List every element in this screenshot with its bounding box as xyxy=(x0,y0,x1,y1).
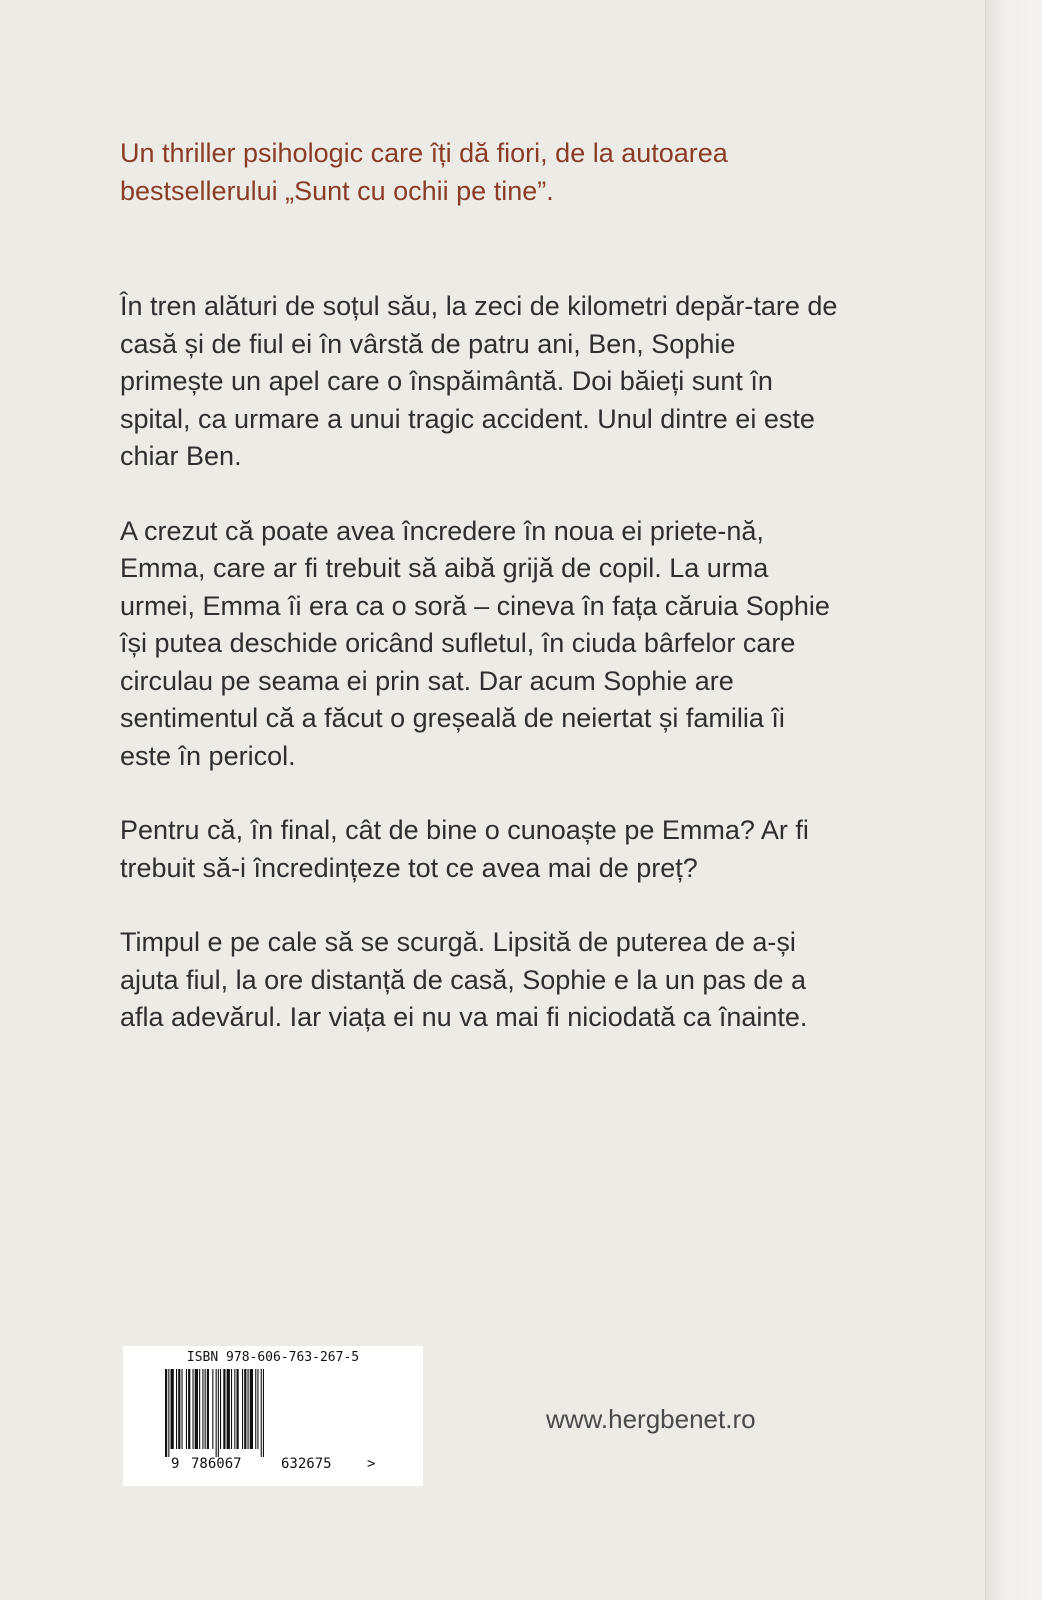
barcode-left-digits: 786067 xyxy=(191,1456,242,1472)
tagline xyxy=(120,134,840,210)
blurb xyxy=(120,288,840,1037)
cover-edge xyxy=(985,0,1042,1600)
blurb-paragraph-2: A crezut că poate avea încredere în noua ei priete-nă, Emma, care ar fi trebuit să aibă grijă de copil. La urma urmei, Emma îi era ca o soră – cineva în fața căruia Sophie își putea deschide oricând sufletul, în ciuda bârfelor care circulau pe seama ei prin sat. Dar acum Sophie are sentimentul că a făcut o greșeală de neiertat și familia îi este în pericol. xyxy=(120,515,830,771)
isbn-number: ISBN 978-606-763-267-5 xyxy=(186,1350,360,1365)
tagline-line-1: Un thriller psihologic care îți dă fiori, de la autoarea xyxy=(120,138,728,168)
barcode-right-digits: 632675 xyxy=(281,1456,332,1472)
publisher-website: www.hergbenet.ro xyxy=(546,1404,756,1434)
barcode-bars xyxy=(165,1369,365,1457)
barcode-quiet-mark: > xyxy=(367,1456,376,1472)
blurb-paragraph-3: Pentru că, în final, cât de bine o cunoaște pe Emma? Ar fi trebuit să-i încredințeze tot ce avea mai de preț? xyxy=(120,815,809,883)
isbn-barcode xyxy=(123,1346,423,1486)
tagline-line-2: bestsellerului „Sunt cu ochii pe tine”. xyxy=(120,176,554,206)
barcode-lead-digit: 9 xyxy=(171,1456,180,1472)
blurb-paragraph-4: Timpul e pe cale să se scurgă. Lipsită de puterea de a-și ajuta fiul, la ore distanță de casă, Sophie e la un pas de a afla adevărul. Iar viața ei nu va mai fi niciodată ca înainte. xyxy=(120,927,808,1032)
blurb-paragraph-1: În tren alături de soțul său, la zeci de kilometri depăr-tare de casă și de fiul ei în vârstă de patru ani, Ben, Sophie primește un apel care o înspăimântă. Doi băieți sunt în spital, ca urmare a unui tragic accident. Unul dintre ei este chiar Ben. xyxy=(120,291,838,471)
